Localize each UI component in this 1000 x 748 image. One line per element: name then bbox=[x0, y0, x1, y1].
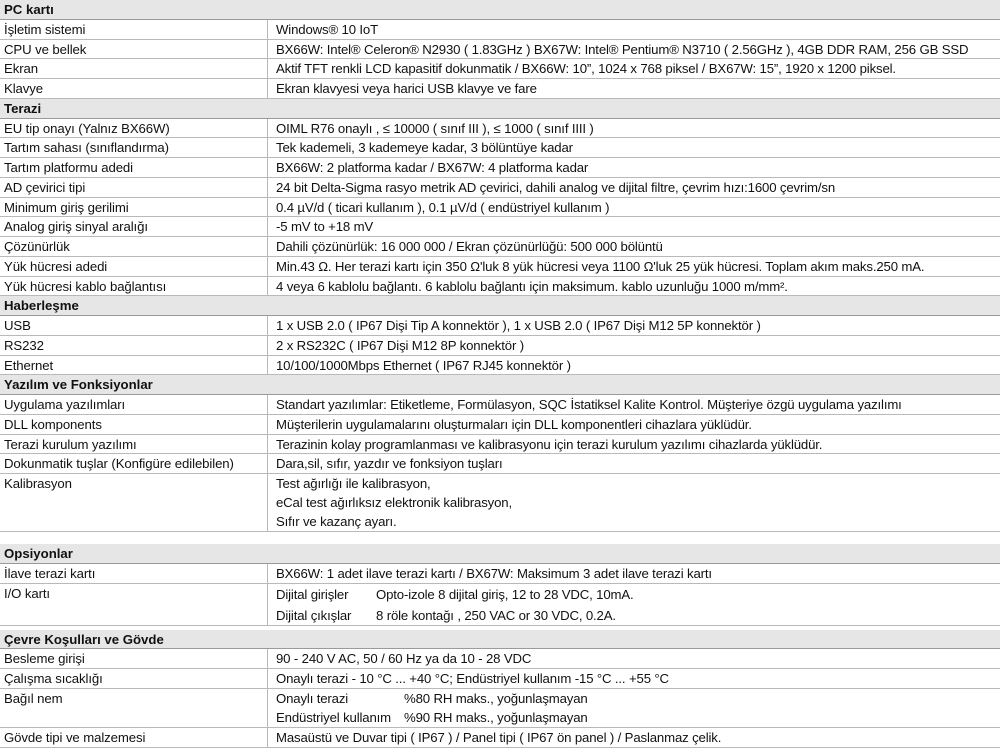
calibration-line: Test ağırlığı ile kalibrasyon, bbox=[276, 476, 431, 491]
table-row bbox=[0, 316, 1000, 336]
row-label: Gövde tipi ve malzemesi bbox=[4, 729, 146, 745]
spacer bbox=[0, 532, 1000, 544]
row-value: 24 bit Delta-Sigma rasyo metrik AD çevirici, dahili analog ve dijital filtre, çevrim hızı:1600 çevrim/sn bbox=[267, 178, 1000, 197]
row-label: Bağıl nem bbox=[4, 690, 63, 706]
row-value: -5 mV to +18 mV bbox=[267, 217, 1000, 236]
table-row bbox=[0, 728, 1000, 748]
table-row bbox=[0, 138, 1000, 158]
table-row bbox=[0, 336, 1000, 356]
io-outputs-value: 8 röle kontağı , 250 VAC or 30 VDC, 0.2A. bbox=[376, 607, 616, 623]
row-value: Aktif TFT renkli LCD kapasitif dokunmatik / BX66W: 10”, 1024 x 768 piksel / BX67W: 15”, 1920 x 1200 piksel. bbox=[267, 59, 1000, 78]
row-label: Tartım platformu adedi bbox=[4, 160, 133, 175]
row-label: Çözünürlük bbox=[4, 239, 70, 254]
table-row bbox=[0, 217, 1000, 237]
row-label: I/O kartı bbox=[4, 585, 50, 601]
table-row bbox=[0, 649, 1000, 669]
row-label: Kalibrasyon bbox=[4, 476, 72, 491]
row-value: Dara,sil, sıfır, yazdır ve fonksiyon tuşları bbox=[267, 454, 1000, 473]
row-value: 10/100/1000Mbps Ethernet ( IP67 RJ45 konnektör ) bbox=[267, 356, 1000, 375]
table-row bbox=[0, 237, 1000, 257]
row-label: AD çevirici tipi bbox=[4, 179, 86, 195]
row-label: CPU ve bellek bbox=[4, 41, 87, 57]
humidity-key: Onaylı terazi bbox=[276, 690, 349, 706]
row-value: BX66W: 1 adet ilave terazi kartı / BX67W: Maksimum 3 adet ilave terazi kartı bbox=[267, 564, 1000, 583]
table-row bbox=[0, 356, 1000, 376]
section-title: Yazılım ve Fonksiyonlar bbox=[4, 377, 153, 393]
row-label: Analog giriş sinyal aralığı bbox=[4, 219, 148, 235]
calibration-line: eCal test ağırlıksız elektronik kalibrasyon, bbox=[276, 495, 513, 510]
row-value: Müşterilerin uygulamalarını oluşturmaları için DLL komponentleri cihazlara yüklüdür. bbox=[267, 415, 1000, 434]
row-label: RS232 bbox=[4, 337, 44, 353]
row-value: Windows® 10 IoT bbox=[267, 20, 1000, 39]
table-row-io bbox=[0, 584, 1000, 626]
section-title: Çevre Koşulları ve Gövde bbox=[4, 631, 164, 647]
table-row bbox=[0, 40, 1000, 60]
section-title: Haberleşme bbox=[4, 298, 79, 314]
row-value: Dahili çözünürlük: 16 000 000 / Ekran çözünürlüğü: 500 000 bölüntü bbox=[267, 237, 1000, 256]
table-row bbox=[0, 669, 1000, 689]
io-inputs bbox=[276, 584, 1000, 605]
row-label: Dokunmatik tuşlar (Konfigüre edilebilen) bbox=[4, 456, 234, 472]
table-row-calibration bbox=[0, 474, 1000, 532]
humidity-value: %90 RH maks., yoğunlaşmayan bbox=[404, 709, 588, 725]
table-row bbox=[0, 178, 1000, 198]
row-value: 2 x RS232C ( IP67 Dişi M12 8P konnektör ) bbox=[267, 336, 1000, 355]
row-label: Yük hücresi kablo bağlantısı bbox=[4, 278, 167, 294]
row-value: Tek kademeli, 3 kademeye kadar, 3 bölüntüye kadar bbox=[267, 138, 1000, 157]
row-value: 0.4 µV/d ( ticari kullanım ), 0.1 µV/d ( endüstriyel kullanım ) bbox=[267, 198, 1000, 217]
table-row-humidity bbox=[0, 689, 1000, 728]
section-header-pc bbox=[0, 0, 1000, 20]
humidity-value: %80 RH maks., yoğunlaşmayan bbox=[404, 690, 588, 706]
row-label: İşletim sistemi bbox=[4, 21, 86, 37]
row-value bbox=[267, 474, 1000, 531]
humidity-key: Endüstriyel kullanım bbox=[276, 709, 392, 725]
row-value: Standart yazılımlar: Etiketleme, Formülasyon, SQC İstatiksel Kalite Kontrol. Müşteriye özgü uygulama yazılımı bbox=[267, 395, 1000, 414]
row-label: Terazi kurulum yazılımı bbox=[4, 436, 137, 452]
section-title: Terazi bbox=[4, 100, 42, 116]
section-title: PC kartı bbox=[4, 2, 54, 17]
table-row bbox=[0, 198, 1000, 218]
section-header-environment bbox=[0, 630, 1000, 650]
io-inputs-key: Dijital girişler bbox=[276, 586, 349, 602]
row-value: 90 - 240 V AC, 50 / 60 Hz ya da 10 - 28 VDC bbox=[267, 649, 1000, 668]
row-value: Terazinin kolay programlanması ve kalibrasyonu için terazi kurulum yazılımı cihazlarda yüklüdür. bbox=[267, 435, 1000, 454]
row-label: Ethernet bbox=[4, 357, 54, 373]
row-label: Besleme girişi bbox=[4, 651, 85, 667]
io-outputs-key: Dijital çıkışlar bbox=[276, 607, 352, 623]
table-row bbox=[0, 158, 1000, 178]
section-header-options bbox=[0, 544, 1000, 564]
humidity-approved bbox=[276, 689, 1000, 708]
row-value: Masaüstü ve Duvar tipi ( IP67 ) / Panel tipi ( IP67 ön panel ) / Paslanmaz çelik. bbox=[267, 728, 1000, 747]
table-row bbox=[0, 20, 1000, 40]
io-inputs-value: Opto-izole 8 dijital giriş, 12 to 28 VDC, 10mA. bbox=[376, 586, 634, 602]
table-row bbox=[0, 119, 1000, 139]
row-value: BX66W: 2 platforma kadar / BX67W: 4 platforma kadar bbox=[267, 158, 1000, 177]
table-row bbox=[0, 277, 1000, 297]
row-label: İlave terazi kartı bbox=[4, 565, 96, 581]
row-label: Minimum giriş gerilimi bbox=[4, 199, 129, 215]
row-value: Onaylı terazi - 10 °C ... +40 °C; Endüstriyel kullanım -15 °C ... +55 °C bbox=[267, 669, 1000, 688]
row-label: EU tip onayı (Yalnız BX66W) bbox=[4, 120, 170, 136]
row-label: Tartım sahası (sınıflandırma) bbox=[4, 140, 169, 156]
section-header-software bbox=[0, 375, 1000, 395]
table-row bbox=[0, 564, 1000, 584]
row-label: Çalışma sıcaklığı bbox=[4, 671, 103, 686]
io-outputs bbox=[276, 605, 1000, 625]
row-value bbox=[267, 689, 1000, 727]
row-value: 1 x USB 2.0 ( IP67 Dişi Tip A konnektör ), 1 x USB 2.0 ( IP67 Dişi M12 5P konnektör ) bbox=[267, 316, 1000, 335]
row-label: Uygulama yazılımları bbox=[4, 397, 126, 412]
row-label: USB bbox=[4, 318, 31, 333]
row-value: 4 veya 6 kablolu bağlantı. 6 kablolu bağlantı için maksimum. kablo uzunluğu 1000 m/mm². bbox=[267, 277, 1000, 296]
row-value: Min.43 Ω. Her terazi kartı için 350 Ω'luk 8 yük hücresi veya 1100 Ω'luk 25 yük hücresi. Toplam akım maks.250 mA. bbox=[267, 257, 1000, 276]
section-header-communication bbox=[0, 296, 1000, 316]
table-row bbox=[0, 415, 1000, 435]
row-value bbox=[267, 584, 1000, 625]
table-row bbox=[0, 59, 1000, 79]
section-header-scale bbox=[0, 99, 1000, 119]
table-row bbox=[0, 395, 1000, 415]
section-title: Opsiyonlar bbox=[4, 546, 73, 561]
table-row bbox=[0, 454, 1000, 474]
table-row bbox=[0, 79, 1000, 99]
table-row bbox=[0, 257, 1000, 277]
row-value: OIML R76 onaylı , ≤ 10000 ( sınıf III ), ≤ 1000 ( sınıf IIII ) bbox=[267, 119, 1000, 138]
calibration-line: Sıfır ve kazanç ayarı. bbox=[276, 514, 397, 529]
humidity-industrial bbox=[276, 708, 1000, 727]
row-value: BX66W: Intel® Celeron® N2930 ( 1.83GHz ) BX67W: Intel® Pentium® N3710 ( 2.56GHz ), 4GB DDR RAM, 256 GB SSD bbox=[267, 40, 1000, 59]
row-value: Ekran klavyesi veya harici USB klavye ve fare bbox=[267, 79, 1000, 98]
table-row bbox=[0, 435, 1000, 455]
row-label: Yük hücresi adedi bbox=[4, 258, 108, 274]
row-label: Ekran bbox=[4, 61, 38, 77]
row-label: Klavye bbox=[4, 81, 43, 96]
row-label: DLL komponents bbox=[4, 416, 102, 432]
